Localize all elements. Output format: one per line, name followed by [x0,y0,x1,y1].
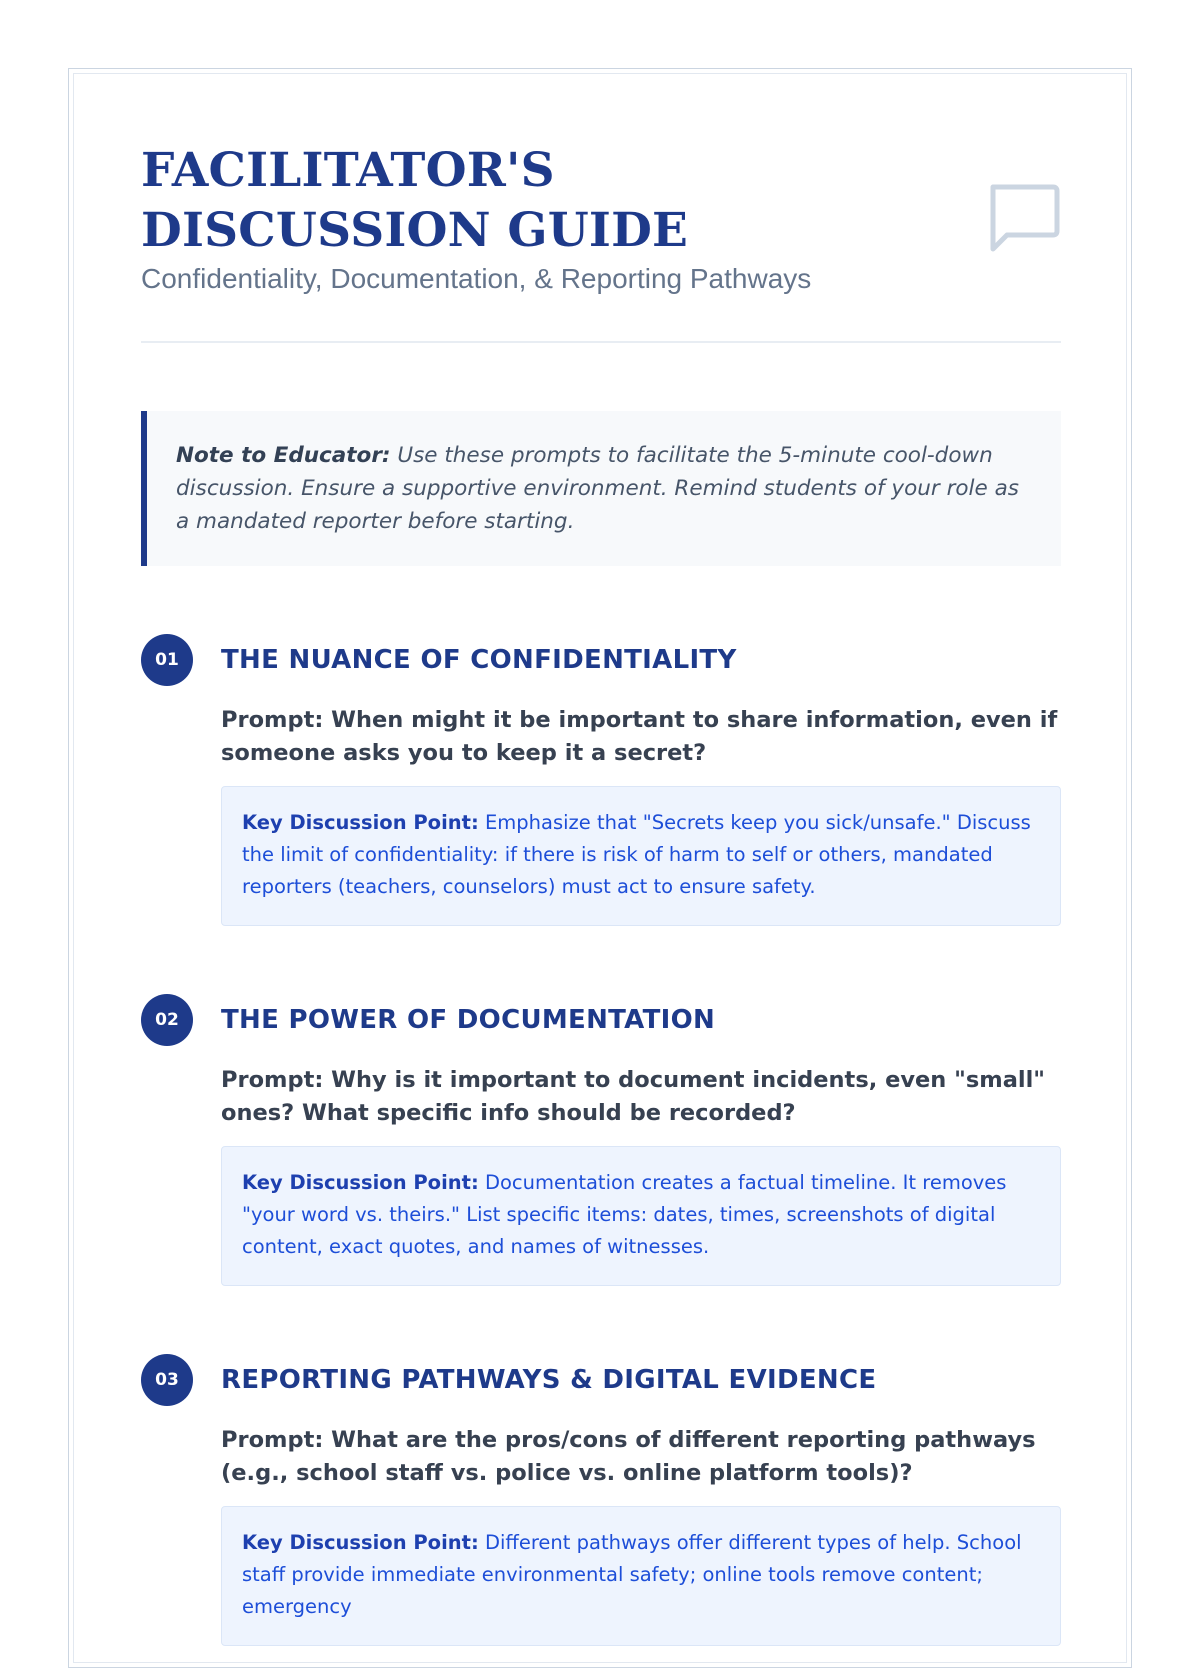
note-label: Note to Educator: [176,443,391,468]
section-prompt: Prompt: What are the pros/cons of different reporting pathways (e.g., school staff vs. police vs. online platform tools)? [221,1427,1036,1486]
section-title: THE POWER OF DOCUMENTATION [221,1005,716,1035]
page-content [141,141,1061,1646]
key-point-label: Key Discussion Point: [242,1171,479,1194]
section-number-badge: 01 [141,634,193,686]
section-number-badge: 03 [141,1354,193,1406]
discussion-section-3 [141,1354,1061,1646]
document-page [68,68,1132,1668]
key-point-label: Key Discussion Point: [242,1531,479,1554]
header-divider [141,341,1061,343]
section-prompt: Prompt: Why is it important to document incidents, even "small" ones? What specific info should be recorded? [221,1067,1046,1126]
key-discussion-point [221,1146,1061,1286]
guide-header [141,141,1061,295]
note-text: Use these prompts to facilitate the 5-minute cool-down discussion. Ensure a supportive environment. Remind students of your role as a mandated reporter before starting. [176,443,1019,534]
discussion-section-1 [141,634,1061,926]
key-discussion-point [221,786,1061,926]
section-prompt: Prompt: When might it be important to share information, even if someone asks you to keep it a secret? [221,707,1058,766]
section-title: REPORTING PATHWAYS & DIGITAL EVIDENCE [221,1365,877,1395]
key-point-text: Emphasize that "Secrets keep you sick/unsafe." Discuss the limit of confidentiality: if there is risk of harm to self or others, mandated reporters (teachers, counselors) must act to ensure safety. [242,811,1031,898]
key-discussion-point [221,1506,1061,1646]
key-point-text: Different pathways offer different types of help. School staff provide immediate environmental safety; online tools remove content; emergency [242,1531,1022,1618]
section-title: THE NUANCE OF CONFIDENTIALITY [221,645,737,675]
key-point-label: Key Discussion Point: [242,811,479,834]
page-subtitle: Confidentiality, Documentation, & Reporting Pathways [141,263,812,294]
educator-note [141,411,1061,566]
discussion-section-2 [141,994,1061,1286]
speech-bubble-icon [985,183,1061,255]
key-point-text: Documentation creates a factual timeline. It removes "your word vs. theirs." List specific items: dates, times, screenshots of digital content, exact quotes, and names of witnesses. [242,1171,1007,1258]
page-title: FACILITATOR'S DISCUSSION GUIDE [141,143,689,258]
section-number-badge: 02 [141,994,193,1046]
